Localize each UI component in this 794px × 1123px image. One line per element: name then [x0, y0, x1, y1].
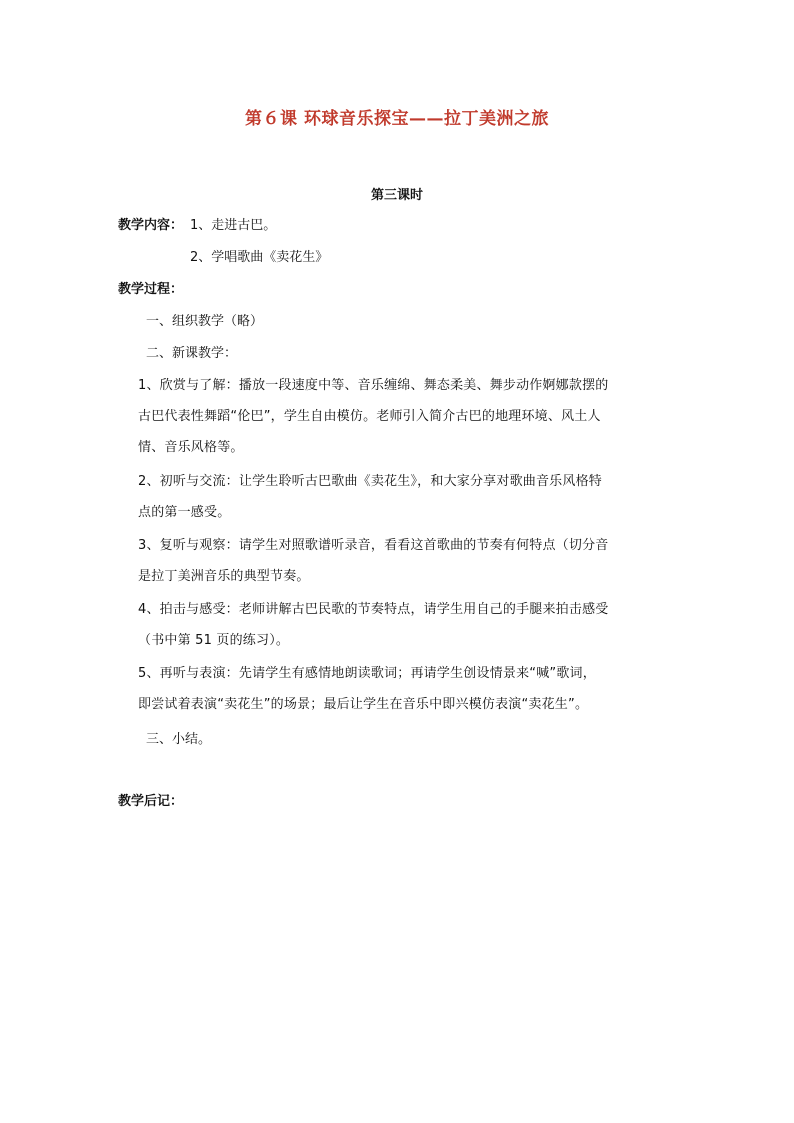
- process-label: 教学过程：: [118, 282, 184, 297]
- step-1-line-3: 情、音乐风格等。: [138, 440, 244, 455]
- step-1: [138, 370, 678, 463]
- step-3-line-1: 3、复听与观察：请学生对照歌谱听录音，看看这首歌曲的节奏有何特点（切分音: [138, 538, 609, 553]
- step-5-line-2: 即尝试着表演“卖花生”的场景；最后让学生在音乐中即兴模仿表演“卖花生”。: [138, 697, 589, 712]
- step-5: [138, 658, 678, 720]
- content-item-1: 1、走进古巴。: [190, 218, 277, 233]
- section-summary: 三、小结。: [146, 732, 212, 747]
- content-label: 教学内容：: [118, 218, 184, 233]
- step-1-line-1: 1、欣赏与了解：播放一段速度中等、音乐缠绵、舞态柔美、舞步动作婀娜款摆的: [138, 378, 609, 393]
- step-2-line-2: 点的第一感受。: [138, 505, 231, 520]
- step-2: [138, 466, 678, 528]
- step-2-line-1: 2、初听与交流：让学生聆听古巴歌曲《卖花生》，和大家分享对歌曲音乐风格特: [138, 474, 602, 489]
- step-4: [138, 594, 678, 656]
- step-3-line-2: 是拉丁美洲音乐的典型节奏。: [138, 569, 310, 584]
- document-title: 第６课 环球音乐探宝——拉丁美洲之旅: [245, 109, 549, 129]
- content-item-2: 2、学唱歌曲《卖花生》: [190, 250, 329, 265]
- step-1-line-2: 古巴代表性舞蹈“伦巴”，学生自由模仿。老师引入简介古巴的地理环境、风土人: [138, 409, 601, 424]
- lesson-period: 第三课时: [370, 188, 423, 203]
- step-5-line-1: 5、再听与表演：先请学生有感情地朗读歌词；再请学生创设情景来“喊”歌词，: [138, 666, 596, 681]
- section-new-lesson: 二、新课教学：: [146, 346, 238, 361]
- step-4-line-2: （书中第 51 页的练习）。: [138, 633, 290, 648]
- step-3: [138, 530, 678, 592]
- postscript-label: 教学后记：: [118, 794, 184, 809]
- section-organize: 一、组织教学（略）: [146, 314, 264, 329]
- step-4-line-1: 4、拍击与感受：老师讲解古巴民歌的节奏特点，请学生用自己的手腿来拍击感受: [138, 602, 609, 617]
